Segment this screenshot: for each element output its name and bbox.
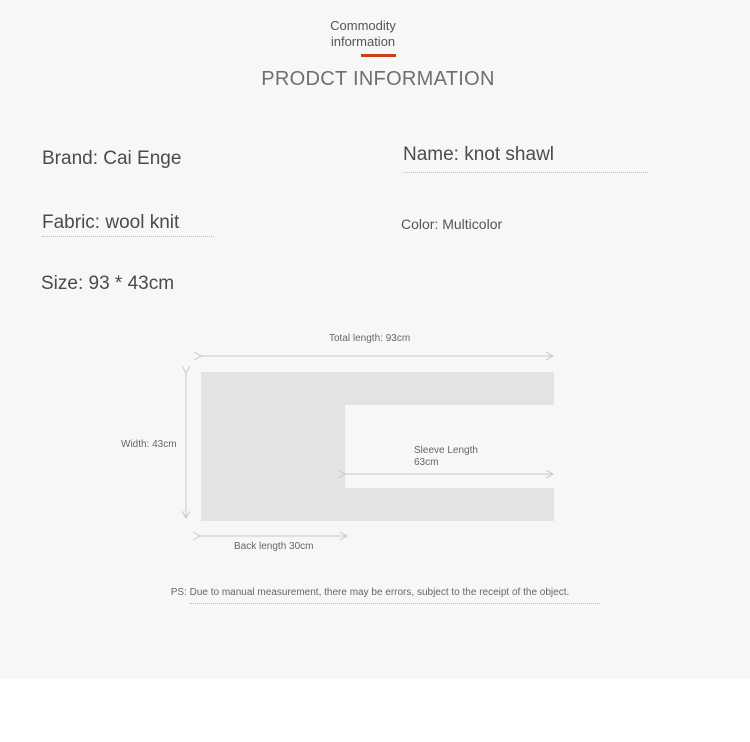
section-title: PRODCT INFORMATION xyxy=(261,68,495,90)
measurement-note: PS: Due to manual measurement, there may be errors, subject to the receipt of the object. xyxy=(170,587,570,598)
shawl-shape xyxy=(201,372,554,521)
sleeve-length-label: Sleeve Length xyxy=(414,445,478,456)
header-subtitle-line2: information xyxy=(330,34,396,49)
back-length-label: Back length 30cm xyxy=(234,541,314,552)
sleeve-length-value: 63cm xyxy=(414,457,439,468)
spec-name: Name: knot shawl xyxy=(403,144,555,165)
spec-brand: Brand: Cai Enge xyxy=(42,148,182,169)
spec-size: Size: 93 * 43cm xyxy=(41,273,175,294)
spec-color: Color: Multicolor xyxy=(401,216,503,232)
total-length-label: Total length: 93cm xyxy=(329,333,411,344)
width-label: Width: 43cm xyxy=(121,439,177,450)
header-subtitle-line1: Commodity xyxy=(330,18,396,33)
note-cutoff-line xyxy=(190,603,600,605)
spec-fabric: Fabric: wool knit xyxy=(42,212,180,233)
